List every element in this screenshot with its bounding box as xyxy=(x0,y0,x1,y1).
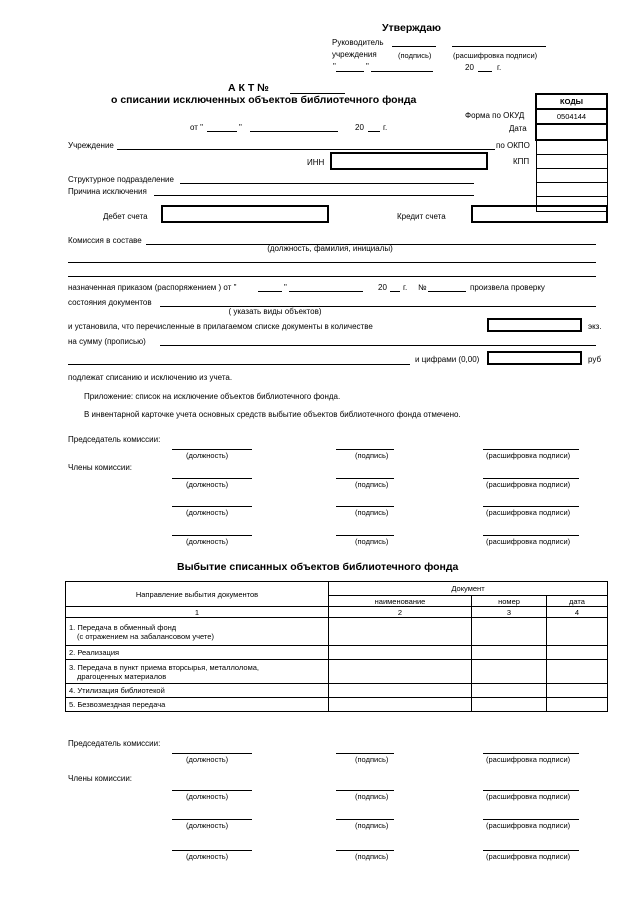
okud-label: Форма по ОКУД xyxy=(465,111,525,120)
approve-quote-close: " xyxy=(366,62,369,71)
member4-decoding-line[interactable] xyxy=(483,790,579,791)
chairman-position-hint-2: (должность) xyxy=(186,755,229,764)
row-name-cell[interactable] xyxy=(329,646,472,660)
doc-types-hint: ( указать виды объектов) xyxy=(228,307,322,316)
row-direction-cell xyxy=(66,698,329,712)
row-name-cell[interactable] xyxy=(329,618,472,646)
kpp-code-cell xyxy=(536,168,607,182)
commission-line-2[interactable] xyxy=(68,262,596,263)
approve-year-suffix: г. xyxy=(497,63,502,72)
commission-line-3[interactable] xyxy=(68,276,596,277)
act-date-quote: " xyxy=(239,123,242,132)
member5-position-line[interactable] xyxy=(172,819,252,820)
row-number-cell[interactable] xyxy=(472,660,547,684)
row-date-cell[interactable] xyxy=(547,618,608,646)
institution-line[interactable] xyxy=(117,149,495,150)
okud-code: 0504144 xyxy=(536,109,607,124)
row-number-cell[interactable] xyxy=(472,684,547,698)
col-name-header: наименование xyxy=(329,596,472,607)
col-number-header: номер xyxy=(472,596,547,607)
col-direction-header: Направление выбытия документов xyxy=(66,582,329,607)
order-day-line[interactable] xyxy=(258,291,282,292)
member2-position-line[interactable] xyxy=(172,506,252,507)
approve-quote-open: " xyxy=(333,62,336,71)
sum-figures-box[interactable] xyxy=(487,351,582,365)
table-row xyxy=(66,698,608,712)
order-label: назначенная приказом (распоряжением ) от " xyxy=(68,283,237,292)
order-year-suffix: г. xyxy=(403,283,408,292)
member4-signature-line[interactable] xyxy=(336,790,394,791)
row-date-cell[interactable] xyxy=(547,698,608,712)
table-row xyxy=(66,684,608,698)
col-num-4: 4 xyxy=(547,607,608,618)
member5-signature-line[interactable] xyxy=(336,819,394,820)
act-date-from: от " xyxy=(190,123,203,132)
disposal-title: Выбытие списанных объектов библиотечного фонда xyxy=(177,561,459,573)
row-label: 2. Реализация xyxy=(69,648,120,657)
member2-position-hint: (должность) xyxy=(186,508,229,517)
reason-label: Причина исключения xyxy=(68,187,147,196)
members-label-2: Члены комиссии: xyxy=(68,774,133,783)
chairman-signature-hint-1: (подпись) xyxy=(355,451,389,460)
member5-signature-hint: (подпись) xyxy=(355,821,389,830)
row-name-cell[interactable] xyxy=(329,660,472,684)
rub-label: руб xyxy=(588,355,602,364)
order-number-sign: № xyxy=(418,283,427,292)
member1-signature-hint: (подпись) xyxy=(355,480,389,489)
table-row xyxy=(66,660,608,684)
institution-label: Учреждение xyxy=(68,141,114,150)
inn-box[interactable] xyxy=(330,152,488,170)
credit-label: Кредит счета xyxy=(397,212,446,221)
member4-decoding-hint: (расшифровка подписи) xyxy=(486,792,571,801)
reason-line[interactable] xyxy=(154,195,474,196)
inventory-text: В инвентарной карточке учета основных средств выбытие объектов библиотечного фонда отмечено. xyxy=(84,410,461,419)
member3-decoding-line[interactable] xyxy=(483,535,579,536)
member3-position-hint: (должность) xyxy=(186,537,229,546)
copies-label: экз. xyxy=(588,322,602,331)
approve-year-prefix: 20 xyxy=(465,63,474,72)
act-title: А К Т № xyxy=(228,82,269,94)
order-year-prefix: 20 xyxy=(378,283,387,292)
approve-head-label: Руководитель xyxy=(332,38,384,47)
row-date-cell[interactable] xyxy=(547,684,608,698)
member4-position-line[interactable] xyxy=(172,790,252,791)
row-direction-cell xyxy=(66,660,329,684)
appendix-text: Приложение: список на исключение объектов библиотечного фонда. xyxy=(84,392,341,401)
chairman-label-2: Председатель комиссии: xyxy=(68,739,161,748)
chairman-decoding-line-2[interactable] xyxy=(483,753,579,754)
col-document-header: Документ xyxy=(329,582,608,596)
table-row xyxy=(66,646,608,660)
member5-decoding-line[interactable] xyxy=(483,819,579,820)
member1-decoding-hint: (расшифровка подписи) xyxy=(486,480,571,489)
member4-position-hint: (должность) xyxy=(186,792,229,801)
member6-signature-line[interactable] xyxy=(336,850,394,851)
row-label: 3. Передача в пункт приема вторсырья, металлолома, xyxy=(69,662,259,672)
row-number-cell[interactable] xyxy=(472,646,547,660)
row-name-cell[interactable] xyxy=(329,698,472,712)
sum-words-line[interactable] xyxy=(160,345,596,346)
extra-code-cell-1 xyxy=(536,183,607,197)
approve-decoding-hint: (расшифровка подписи) xyxy=(453,51,538,60)
made-check-label: произвела проверку xyxy=(470,283,545,292)
date-label: Дата xyxy=(509,124,527,133)
order-month-line[interactable] xyxy=(289,291,363,292)
members-label-1: Члены комиссии: xyxy=(68,463,133,472)
member6-signature-hint: (подпись) xyxy=(355,852,389,861)
order-quote: " xyxy=(284,283,287,292)
member5-decoding-hint: (расшифровка подписи) xyxy=(486,821,571,830)
member4-signature-hint: (подпись) xyxy=(355,792,389,801)
member2-signature-line[interactable] xyxy=(336,506,394,507)
chairman-signature-line-2[interactable] xyxy=(336,753,394,754)
approve-signature-line xyxy=(392,46,436,47)
commission-hint: (должность, фамилия, инициалы) xyxy=(267,244,393,253)
debit-label: Дебет счета xyxy=(103,212,148,221)
okpo-label: по ОКПО xyxy=(496,141,530,150)
disposal-table xyxy=(65,581,608,712)
division-line[interactable] xyxy=(180,183,474,184)
member3-signature-hint: (подпись) xyxy=(355,537,389,546)
chairman-position-line-1[interactable] xyxy=(172,449,252,450)
row-name-cell[interactable] xyxy=(329,684,472,698)
inn-label: ИНН xyxy=(307,158,325,167)
row-label: 4. Утилизация библиотекой xyxy=(69,686,165,695)
col-date-header: дата xyxy=(547,596,608,607)
subject-to-text: подлежат списанию и исключению из учета. xyxy=(68,373,233,382)
member3-signature-line[interactable] xyxy=(336,535,394,536)
row-number-cell[interactable] xyxy=(472,618,547,646)
division-label: Структурное подразделение xyxy=(68,175,174,184)
member2-decoding-hint: (расшифровка подписи) xyxy=(486,508,571,517)
act-day-line xyxy=(207,131,237,132)
chairman-position-hint-1: (должность) xyxy=(186,451,229,460)
chairman-signature-line-1[interactable] xyxy=(336,449,394,450)
chairman-decoding-line-1[interactable] xyxy=(483,449,579,450)
order-number-line[interactable] xyxy=(428,291,466,292)
row-direction-cell xyxy=(66,646,329,660)
member5-position-hint: (должность) xyxy=(186,821,229,830)
col-num-1: 1 xyxy=(66,607,329,618)
approve-year-line xyxy=(478,71,492,72)
sum-words-line-2[interactable] xyxy=(68,364,410,365)
kpp-label: КПП xyxy=(513,157,530,166)
member1-position-hint: (должность) xyxy=(186,480,229,489)
act-year-suffix: г. xyxy=(383,123,388,132)
row-sublabel: драгоценных материалов xyxy=(77,671,167,681)
col-num-2: 2 xyxy=(329,607,472,618)
member6-position-line[interactable] xyxy=(172,850,252,851)
act-month-line xyxy=(250,131,338,132)
order-year-line[interactable] xyxy=(390,291,400,292)
credit-box[interactable] xyxy=(471,205,608,223)
table-row xyxy=(66,618,608,646)
row-number-cell[interactable] xyxy=(472,698,547,712)
row-date-cell[interactable] xyxy=(547,660,608,684)
established-label: и установила, что перечисленные в прилагаемом списке документы в количестве xyxy=(68,322,373,331)
row-direction-cell xyxy=(66,684,329,698)
approve-month-line xyxy=(371,71,433,72)
member6-decoding-line[interactable] xyxy=(483,850,579,851)
col-num-3: 3 xyxy=(472,607,547,618)
codes-header: КОДЫ xyxy=(536,94,607,109)
member2-signature-hint: (подпись) xyxy=(355,508,389,517)
row-label: 1. Передача в обменный фонд xyxy=(69,622,177,632)
row-direction-cell xyxy=(66,618,329,646)
approve-day-line xyxy=(336,71,364,72)
copies-box[interactable] xyxy=(487,318,582,332)
chairman-decoding-hint-2: (расшифровка подписи) xyxy=(486,755,571,764)
sum-words-label: на сумму (прописью) xyxy=(68,337,146,346)
member1-decoding-line[interactable] xyxy=(483,478,579,479)
member1-position-line[interactable] xyxy=(172,478,252,479)
member6-position-hint: (должность) xyxy=(186,852,229,861)
member3-decoding-hint: (расшифровка подписи) xyxy=(486,537,571,546)
member2-decoding-line[interactable] xyxy=(483,506,579,507)
act-year-prefix: 20 xyxy=(355,123,364,132)
chairman-position-line-2[interactable] xyxy=(172,753,252,754)
docs-state-label: состояния документов xyxy=(68,298,152,307)
approve-institution-label: учреждения xyxy=(332,50,377,59)
codes-table xyxy=(535,93,608,212)
chairman-label-1: Председатель комиссии: xyxy=(68,435,161,444)
approve-title: Утверждаю xyxy=(382,22,442,34)
in-figures-label: и цифрами (0,00) xyxy=(415,355,480,364)
act-subtitle: о списании исключенных объектов библиотечного фонда xyxy=(111,94,417,106)
blank-code-cell xyxy=(536,154,607,168)
member1-signature-line[interactable] xyxy=(336,478,394,479)
debit-box[interactable] xyxy=(161,205,329,223)
row-label: 5. Безвозмездная передача xyxy=(69,700,166,709)
member3-position-line[interactable] xyxy=(172,535,252,536)
approve-signature-hint: (подпись) xyxy=(398,51,432,60)
row-sublabel: (с отражением на забалансовом учете) xyxy=(77,631,214,641)
member6-decoding-hint: (расшифровка подписи) xyxy=(486,852,571,861)
commission-label: Комиссия в составе xyxy=(68,236,142,245)
okpo-code-cell xyxy=(536,140,607,155)
chairman-decoding-hint-1: (расшифровка подписи) xyxy=(486,451,571,460)
act-year-line xyxy=(368,131,380,132)
row-date-cell[interactable] xyxy=(547,646,608,660)
chairman-signature-hint-2: (подпись) xyxy=(355,755,389,764)
date-code-cell xyxy=(536,124,607,139)
approve-decoding-line xyxy=(452,46,546,47)
